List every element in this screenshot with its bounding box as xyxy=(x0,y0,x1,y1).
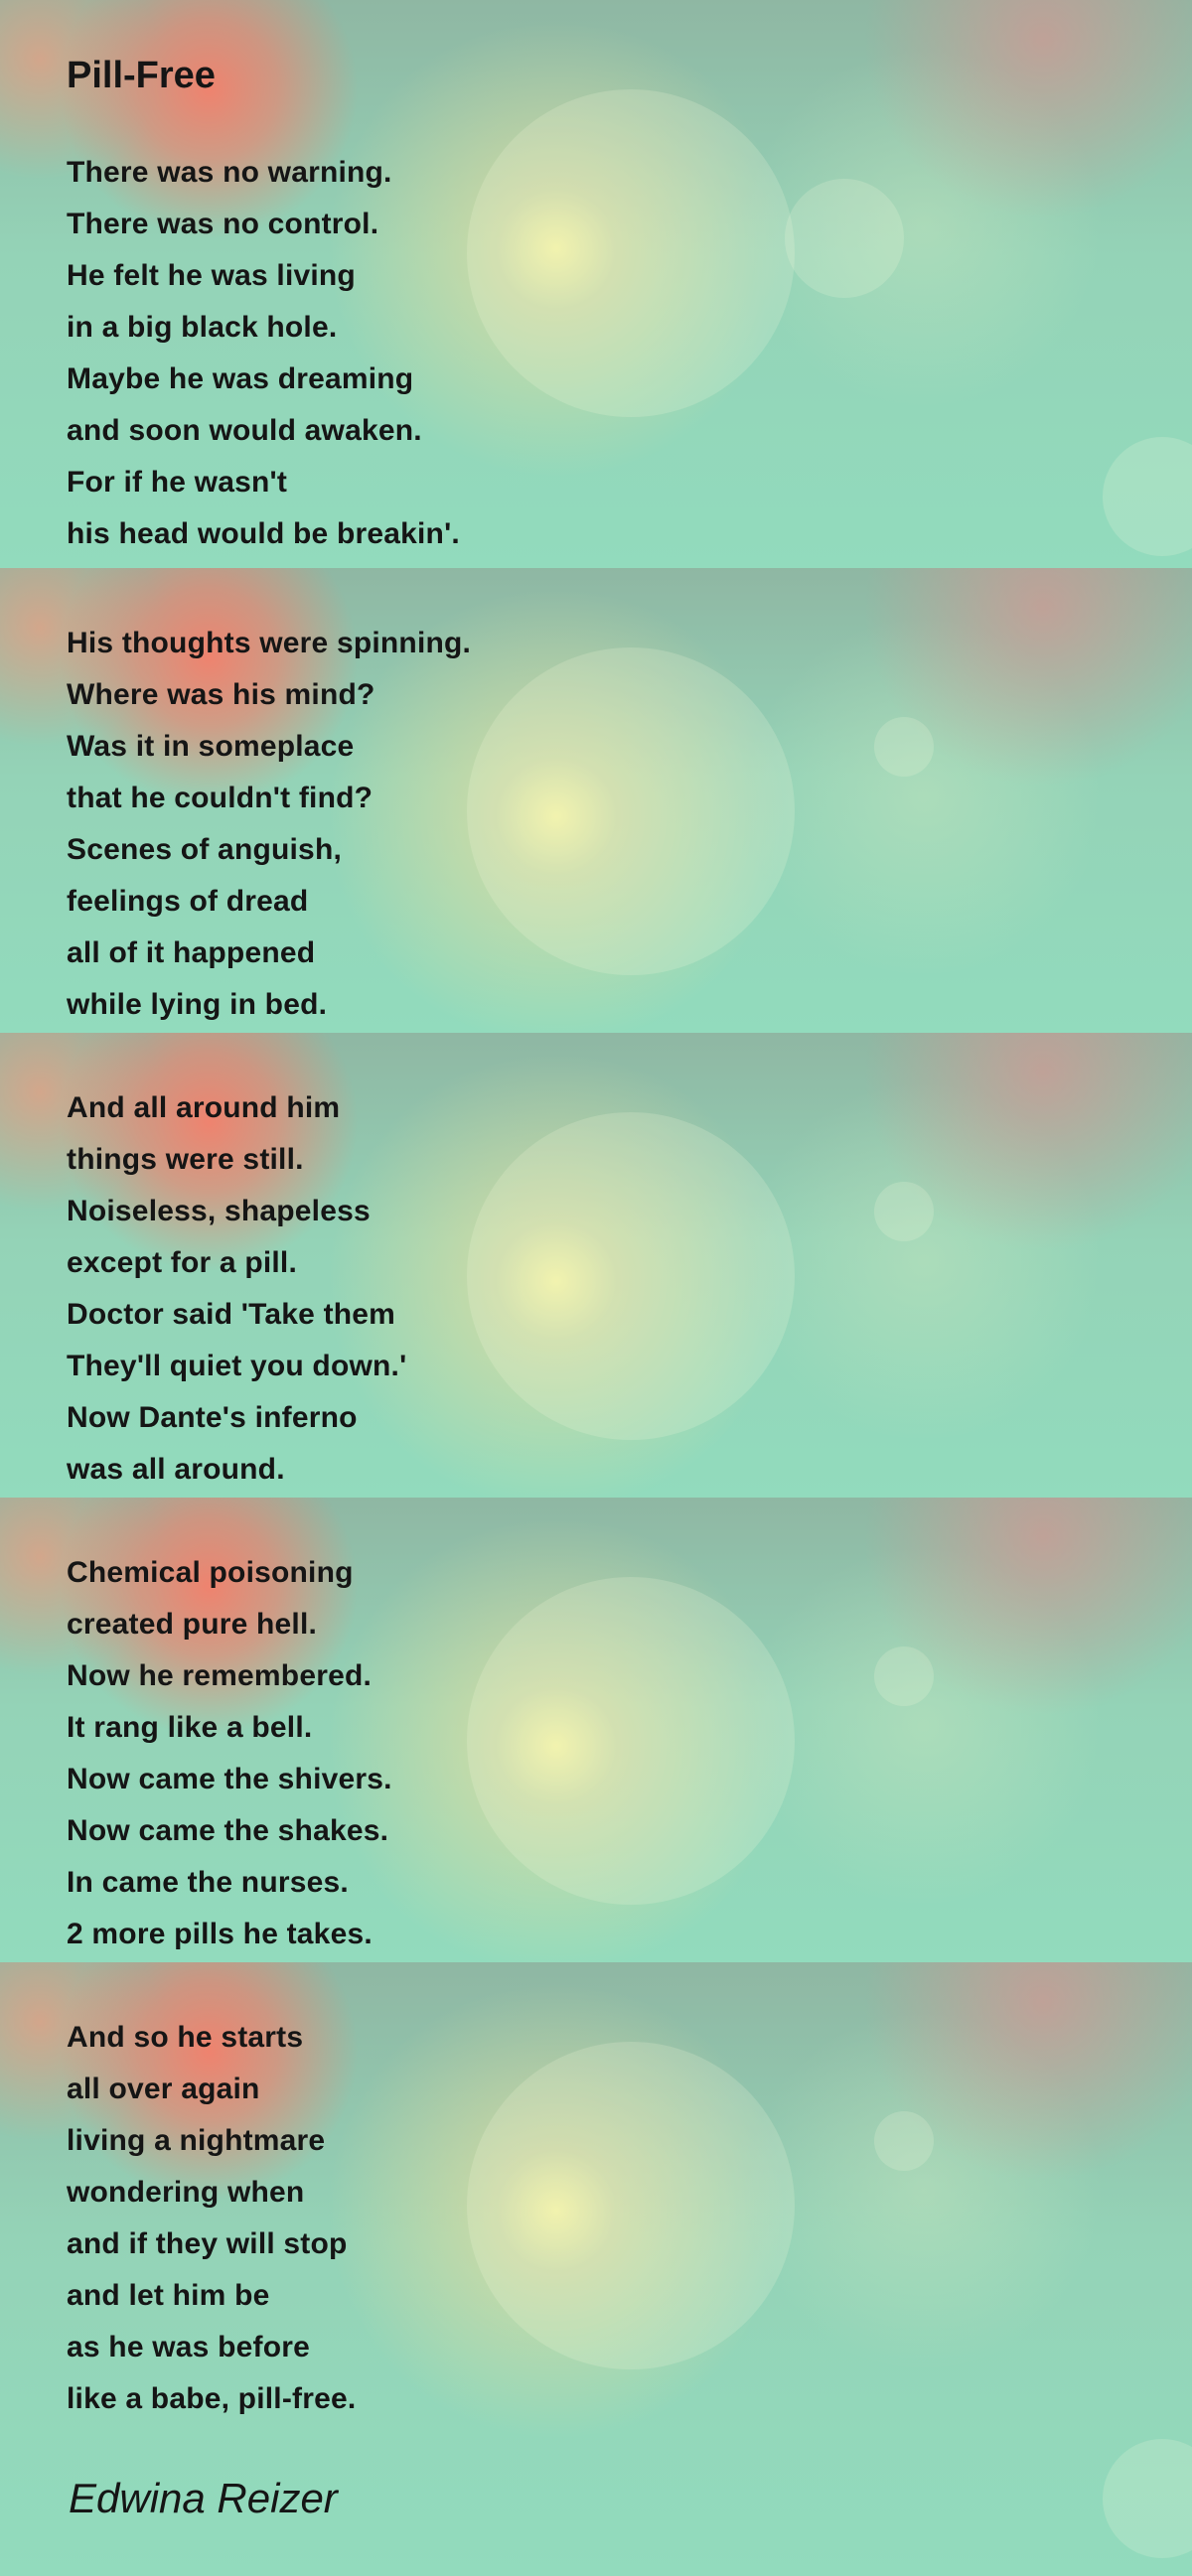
bokeh-bubble xyxy=(467,89,795,417)
poem-line: Now came the shivers. xyxy=(67,1763,392,1795)
poem-line: And all around him xyxy=(67,1091,341,1124)
bokeh-bubble xyxy=(467,647,795,975)
poem-line: Now he remembered. xyxy=(67,1659,372,1692)
poem-panel-2 xyxy=(0,568,1192,1033)
poem-line: and if they will stop xyxy=(67,2227,348,2260)
poem-line: They'll quiet you down.' xyxy=(67,1350,407,1382)
bokeh-bubble xyxy=(1103,437,1192,556)
poem-line: Now Dante's inferno xyxy=(67,1401,358,1434)
poem-line: Scenes of anguish, xyxy=(67,833,342,866)
poem-line: in a big black hole. xyxy=(67,311,338,344)
bokeh-bubble xyxy=(467,1112,795,1440)
poem-line: Was it in someplace xyxy=(67,730,355,763)
bokeh-bubble xyxy=(1103,2439,1192,2558)
poem-line: that he couldn't find? xyxy=(67,782,373,814)
poem-line: Chemical poisoning xyxy=(67,1556,354,1589)
poem-line: There was no warning. xyxy=(67,156,392,189)
poem-line: In came the nurses. xyxy=(67,1866,349,1899)
poem-line: all over again xyxy=(67,2073,260,2105)
poem-line: It rang like a bell. xyxy=(67,1711,313,1744)
poem-line: Noiseless, shapeless xyxy=(67,1195,371,1227)
stanza-5 xyxy=(67,2012,356,2425)
poem-line: and soon would awaken. xyxy=(67,414,422,447)
poem-line: except for a pill. xyxy=(67,1246,297,1279)
poem-line: was all around. xyxy=(67,1453,285,1486)
poem-line: There was no control. xyxy=(67,208,379,240)
bokeh-bubble xyxy=(467,2042,795,2369)
poem-line: His thoughts were spinning. xyxy=(67,627,472,659)
stanza-4 xyxy=(67,1547,392,1960)
poem-line: like a babe, pill-free. xyxy=(67,2382,357,2415)
poem-line: wondering when xyxy=(67,2176,305,2209)
poem-line: things were still. xyxy=(67,1143,304,1176)
poem-line: as he was before xyxy=(67,2331,310,2363)
poem-line: 2 more pills he takes. xyxy=(67,1918,372,1950)
poem-line: and let him be xyxy=(67,2279,270,2312)
poem-line: all of it happened xyxy=(67,936,316,969)
poem-panel-4 xyxy=(0,1498,1192,1962)
poem-author: Edwina Reizer xyxy=(69,2475,338,2521)
stanza-1 xyxy=(67,147,460,560)
poem-panel-1 xyxy=(0,0,1192,568)
poem-line: Where was his mind? xyxy=(67,678,375,711)
poem-line: his head would be breakin'. xyxy=(67,517,460,550)
poem-line: He felt he was living xyxy=(67,259,356,292)
bokeh-bubble xyxy=(785,179,904,298)
poem-panel-5 xyxy=(0,1962,1192,2576)
poem-line: while lying in bed. xyxy=(67,988,328,1021)
bokeh-bubble xyxy=(874,1182,934,1241)
bokeh-bubble xyxy=(874,2111,934,2171)
poem-line: And so he starts xyxy=(67,2021,304,2054)
bokeh-bubble xyxy=(874,1646,934,1706)
poem-line: created pure hell. xyxy=(67,1608,318,1641)
poem-line: Doctor said 'Take them xyxy=(67,1298,396,1331)
poem-title: Pill-Free xyxy=(67,55,216,96)
stanza-3 xyxy=(67,1082,406,1496)
poem-line: For if he wasn't xyxy=(67,466,288,499)
poem-line: Now came the shakes. xyxy=(67,1814,389,1847)
poem-line: Maybe he was dreaming xyxy=(67,362,414,395)
stanza-2 xyxy=(67,618,471,1031)
bokeh-bubble xyxy=(874,717,934,777)
poem-line: living a nightmare xyxy=(67,2124,326,2157)
bokeh-bubble xyxy=(467,1577,795,1905)
poem-panel-3 xyxy=(0,1033,1192,1498)
poem-line: feelings of dread xyxy=(67,885,309,918)
